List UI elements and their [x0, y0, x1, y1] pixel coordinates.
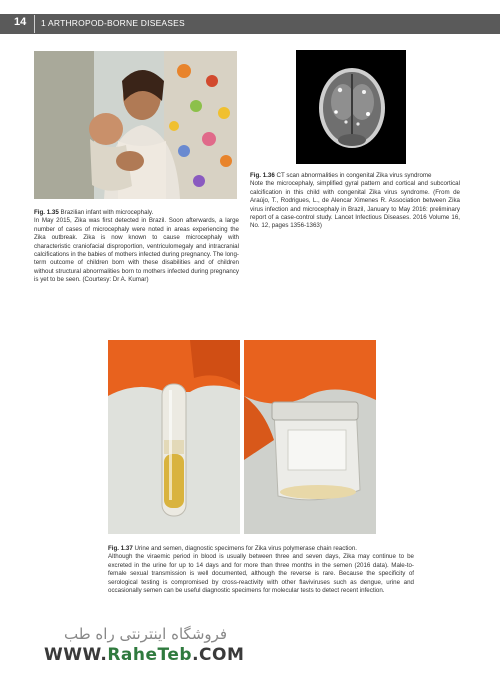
watermark-site-logo	[44, 645, 244, 665]
semen-container-photo	[244, 340, 376, 534]
header-separator	[34, 15, 35, 33]
caption-body: In May 2015, Zika was first detected in Brazil. Soon afterwards, a large number of cases of microcephaly were noted in areas experiencing the Zika outbreak. Zika is now known to cause microcephaly with characteristic craniofacial disproportion, ventriculomegaly and intracranial calcifications in the babies of mothers infected during pregnancy. The long-term outcome of children born with these disabilities and of children without structural abnormalities born to mothers infected during pregnancy is yet to be seen. (Courtesy: Dr A. Kumar)	[34, 217, 239, 284]
figure-1-37-caption	[108, 545, 414, 595]
figure-label: Fig. 1.36	[250, 172, 275, 179]
page-number: 14	[14, 16, 27, 28]
site-brand: RaheTeb	[107, 645, 193, 665]
ct-scan-image	[296, 50, 406, 164]
page-header	[0, 0, 500, 40]
chapter-title: 1 ARTHROPOD-BORNE DISEASES	[41, 18, 185, 28]
figure-1-35-caption	[34, 209, 239, 285]
caption-title: CT scan abnormalities in congenital Zika virus syndrome	[276, 172, 432, 179]
site-suffix: .COM	[192, 645, 245, 665]
ct-scan-drawing	[296, 50, 406, 164]
semen-container-drawing	[244, 340, 376, 534]
urine-tube-drawing	[108, 340, 240, 534]
figure-label: Fig. 1.35	[34, 209, 59, 216]
watermark-persian-text: فروشگاه اینترنتی راه طب	[64, 625, 228, 643]
figure-1-36-caption	[250, 172, 460, 231]
site-prefix: WWW.	[44, 645, 108, 665]
caption-title: Urine and semen, diagnostic specimens for Zika virus polymerase chain reaction.	[134, 545, 358, 552]
caption-title: Brazilian infant with microcephaly.	[60, 209, 154, 216]
caption-body: Note the microcephaly, simplified gyral pattern and cortical and subcortical calcification in this child with congenital Zika virus syndrome. (From de Araújo, T., Rodrigues, L., de Alencar Ximenes R. Association between Zika virus infection and microcephaly in Brazil, January to May 2016: preliminary report of a case-control study. Lancet Infectious Diseases. 2016 Volume 16, No. 12, pages 1356-1363)	[250, 180, 460, 230]
infant-photo-drawing	[34, 51, 237, 199]
figure-label: Fig. 1.37	[108, 545, 133, 552]
infant-photo	[34, 51, 237, 199]
caption-body: Although the viraemic period in blood is usually between three and seven days, Zika may continue to be excreted in the urine for up to 14 days and for more than three months in the semen (2016 data). Male-to-female sexual transmission is well documented, although the reverse is rare. Because the specificity of serological testing is compromised by cross-reactivity with other flaviviruses such as dengue, urine and occasionally semen can be useful diagnostic specimens for molecular tests to detect recent infection.	[108, 553, 414, 595]
urine-tube-photo	[108, 340, 240, 534]
